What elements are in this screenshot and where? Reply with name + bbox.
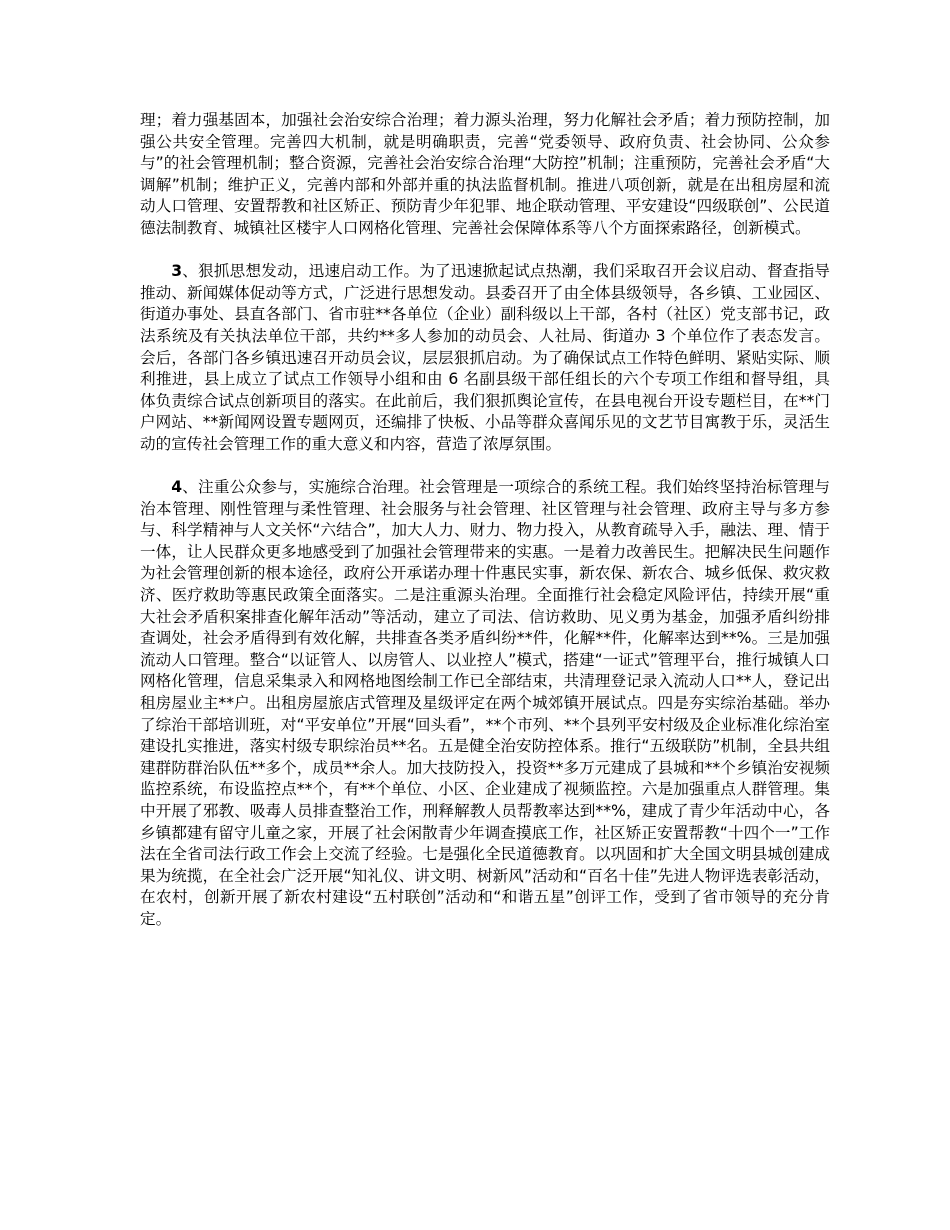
paragraph-item-3 bbox=[140, 261, 830, 455]
document-page bbox=[140, 110, 830, 952]
paragraph-number: 4 bbox=[171, 478, 183, 497]
paragraph-text: 理；着力强基固本，加强社会治安综合治理；着力源头治理，努力化解社会矛盾；着力预防控制，加强公共安全管理。完善四大机制，就是明确职责，完善“党委领导、政府负责、社会协同、公众参与”的社会管理机制；整合资源，完善社会治安综合治理“大防控”机制；注重预防，完善社会矛盾“大调解”机制；维护正义，完善内部和外部并重的执法监督机制。推进八项创新，就是在出租房屋和流动人口管理、安置帮教和社区矫正、预防青少年犯罪、地企联动管理、平安建设“四级联创”、公民道德法制教育、城镇社区楼宇人口网格化管理、完善社会保障体系等八个方面探索路径，创新模式。 bbox=[140, 111, 830, 237]
paragraph-text: 、注重公众参与，实施综合治理。社会管理是一项综合的系统工程。我们始终坚持治标管理与治本管理、刚性管理与柔性管理、社会服务与社会管理、社区管理与社会管理、政府主导与多方参与、科学精神与人文关怀“六结合”，加大人力、财力、物力投入，从教育疏导入手，融法、理、情于一体，让人民群众更多地感受到了加强社会管理带来的实惠。一是着力改善民生。把解决民生问题作为社会管理创新的根本途径，政府公开承诺办理十件惠民实事，新农保、新农合、城乡低保、救灾救济、医疗救助等惠民政策全面落实。二是注重源头治理。全面推行社会稳定风险评估，持续开展“重大社会矛盾积案排查化解年活动”等活动，建立了司法、信访救助、见义勇为基金，加强矛盾纠纷排查调处，社会矛盾得到有效化解，共排查各类矛盾纠纷**件，化解**件，化解率达到**%。三是加强流动人口管理。整合“以证管人、以房管人、以业控人”模式，搭建“一证式”管理平台，推行城镇人口网格化管理，信息采集录入和网格地图绘制工作已全部结束，共清理登记录入流动人口**人，登记出租房屋业主**户。出租房屋旅店式管理及星级评定在两个城郊镇开展试点。四是夯实综治基础。举办了综治干部培训班，对“平安单位”开展“回头看”，**个市列、**个县列平安村级及企业标准化综治室建设扎实推进，落实村级专职综治员**名。五是健全治安防控体系。推行“五级联防”机制，全县共组建群防群治队伍**多个，成员**余人。加大技防投入，投资**多万元建成了县城和**个乡镇治安视频监控系统，布设监控点**个，有**个单位、小区、企业建成了视频监控。六是加强重点人群管理。集中开展了邪教、吸毒人员排查整治工作，刑释解教人员帮教率达到**%，建成了青少年活动中心，各乡镇都建有留守儿童之家，开展了社会闲散青少年调查摸底工作，社区矫正安置帮教“十四个一”工作法在全省司法行政工作会上交流了经验。七是强化全民道德教育。以巩固和扩大全国文明县城创建成果为统揽，在全社会广泛开展“知礼仪、讲文明、树新风”活动和“百名十佳”先进人物评选表彰活动，在农村，创新开展了新农村建设“五村联创”活动和“和谐五星”创评工作，受到了省市领导的充分肯定。 bbox=[140, 478, 830, 928]
paragraph-continuation bbox=[140, 110, 830, 240]
paragraph-item-4 bbox=[140, 477, 830, 930]
paragraph-text: 、狠抓思想发动，迅速启动工作。为了迅速掀起试点热潮，我们采取召开会议启动、督查指导推动、新闻媒体促动等方式，广泛进行思想发动。县委召开了由全体县级领导，各乡镇、工业园区、街道办事处、县直各部门、省市驻**各单位（企业）副科级以上干部，各村（社区）党支部书记，政法系统及有关执法单位干部，共约**多人参加的动员会、人社局、街道办 3 个单位作了表态发言。会后，各部门各乡镇迅速召开动员会议，层层狠抓启动。为了确保试点工作特色鲜明、紧贴实际、顺利推进，县上成立了试点工作领导小组和由 6 名副县级干部任组长的六个专项工作组和督导组，具体负责综合试点创新项目的落实。在此前后，我们狠抓舆论宣传，在县电视台开设专题栏目，在**门户网站、**新闻网设置专题网页，还编排了快板、小品等群众喜闻乐见的文艺节目寓教于乐，灵活生动的宣传社会管理工作的重大意义和内容，营造了浓厚氛围。 bbox=[140, 262, 830, 453]
paragraph-number: 3 bbox=[171, 262, 183, 281]
